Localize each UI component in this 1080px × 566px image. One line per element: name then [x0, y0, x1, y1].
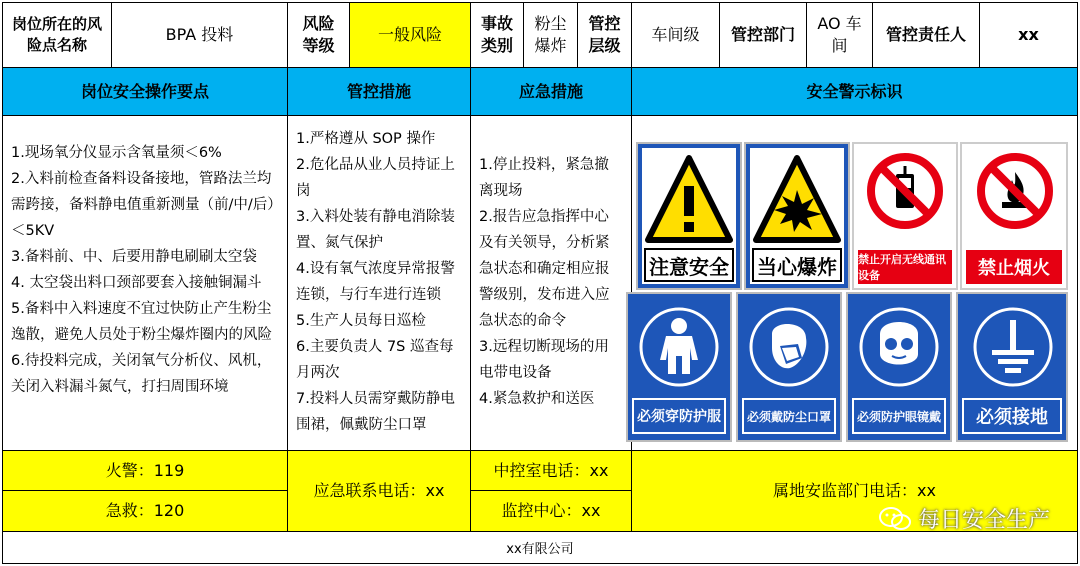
- control-level-label: 管控层级: [577, 2, 632, 68]
- sign-no-wireless-label: 禁止开启无线通讯设备: [858, 250, 952, 284]
- risk-level-label: 风险等级: [287, 2, 350, 68]
- sign-explosion: [744, 142, 850, 290]
- control-level-value: 车间级: [631, 2, 720, 68]
- sign-caution: [636, 142, 742, 290]
- fire-phone: 火警：119: [2, 450, 288, 491]
- chat-bubble-icon: [878, 505, 912, 533]
- ground-icon: [970, 304, 1056, 390]
- operations-title: 岗位安全操作要点: [2, 67, 288, 116]
- accident-type-label: 事故类别: [470, 2, 524, 68]
- emergency-title: 应急措施: [470, 67, 632, 116]
- operations-item: 6.待投料完成，关闭氧气分析仪、风机，关闭入料漏斗氮气，打扫周围环境: [11, 353, 272, 395]
- emergency-item: 1.停止投料，紧急撤离现场: [479, 157, 609, 199]
- sign-grounding-label: 必须接地: [962, 398, 1062, 434]
- sign-protective-clothing-label: 必须穿防护服: [632, 398, 726, 434]
- sign-goggles-label: 必须防护眼镜戴: [852, 398, 946, 434]
- accident-type-value: 粉尘爆炸: [523, 2, 578, 68]
- ambulance-phone: 急救：120: [2, 490, 288, 532]
- sign-no-fire: [960, 142, 1068, 290]
- controls-item: 7.投料人员需穿戴防静电围裙，佩戴防尘口罩: [296, 391, 455, 433]
- operations-list: [2, 115, 288, 451]
- goggles-icon: [856, 304, 942, 390]
- controls-item: 2.危化品从业人员持证上岗: [296, 157, 455, 199]
- monitor-center-phone: 监控中心：xx: [470, 490, 632, 532]
- sign-dust-mask-label: 必须戴防尘口罩: [742, 398, 836, 434]
- watermark-text: 每日安全生产: [917, 508, 1050, 533]
- responsible-value: xx: [979, 2, 1078, 68]
- controls-title: 管控措施: [287, 67, 471, 116]
- explosion-icon: [752, 152, 842, 248]
- control-dept-value: AO 车间: [806, 2, 873, 68]
- sign-grounding: [956, 292, 1068, 442]
- signs-title: 安全警示标识: [631, 67, 1078, 116]
- control-dept-label: 管控部门: [719, 2, 807, 68]
- responsible-label: 管控责任人: [872, 2, 980, 68]
- control-room-phone: 中控室电话：xx: [470, 450, 632, 491]
- post-name-value: BPA 投料: [111, 2, 288, 68]
- emergency-list: [470, 115, 632, 451]
- no-fire-icon: [974, 150, 1056, 232]
- operations-item: 3.备料前、中、后要用静电刷刷太空袋: [11, 249, 257, 265]
- sign-caution-label: 注意安全: [644, 248, 734, 282]
- sign-explosion-label: 当心爆炸: [752, 248, 842, 282]
- operations-item: 4. 太空袋出料口颈部要套入接触铜漏斗: [11, 275, 262, 291]
- sign-goggles: [846, 292, 952, 442]
- supervision-phone: 属地安监部门电话：xx: [631, 450, 1078, 532]
- sign-dust-mask: [736, 292, 842, 442]
- risk-level-value: 一般风险: [349, 2, 471, 68]
- controls-item: 5.生产人员每日巡检: [296, 313, 426, 329]
- sign-no-wireless: [852, 142, 958, 290]
- emergency-item: 4.紧急救护和送医: [479, 391, 595, 407]
- controls-item: 6.主要负责人 7S 巡查每月两次: [296, 339, 454, 381]
- sign-protective-clothing: [626, 292, 732, 442]
- controls-item: 3.入料处装有静电消除装置、氮气保护: [296, 209, 455, 251]
- emergency-item: 3.远程切断现场的用电带电设备: [479, 339, 609, 381]
- operations-item: 1.现场氧分仪显示含氧量须＜6%: [11, 145, 222, 161]
- warning-triangle-icon: [644, 152, 734, 248]
- protective-suit-icon: [636, 304, 722, 390]
- emergency-contact: 应急联系电话：xx: [287, 450, 471, 532]
- emergency-item: 2.报告应急指挥中心及有关领导，分析紧急状态和确定相应报警级别，发布进入应急状态的命令: [479, 209, 610, 329]
- post-name-label: 岗位所在的风险点名称: [2, 2, 112, 68]
- dust-mask-icon: [746, 304, 832, 390]
- controls-item: 1.严格遵从 SOP 操作: [296, 131, 436, 147]
- watermark: [878, 503, 1050, 534]
- controls-item: 4.设有氧气浓度异常报警连锁，与行车进行连锁: [296, 261, 455, 303]
- sign-no-fire-label: 禁止烟火: [966, 250, 1062, 284]
- operations-item: 2.入料前检查备料设备接地，管路法兰均需跨接，备料静电值重新测量（前/中/后）＜5KV: [11, 171, 275, 239]
- no-phone-icon: [864, 150, 946, 232]
- controls-list: [287, 115, 471, 451]
- footer-company: xx有限公司: [2, 531, 1078, 564]
- operations-item: 5.备料中入料速度不宜过快防止产生粉尘逸散，避免人员处于粉尘爆炸圈内的风险: [11, 301, 272, 343]
